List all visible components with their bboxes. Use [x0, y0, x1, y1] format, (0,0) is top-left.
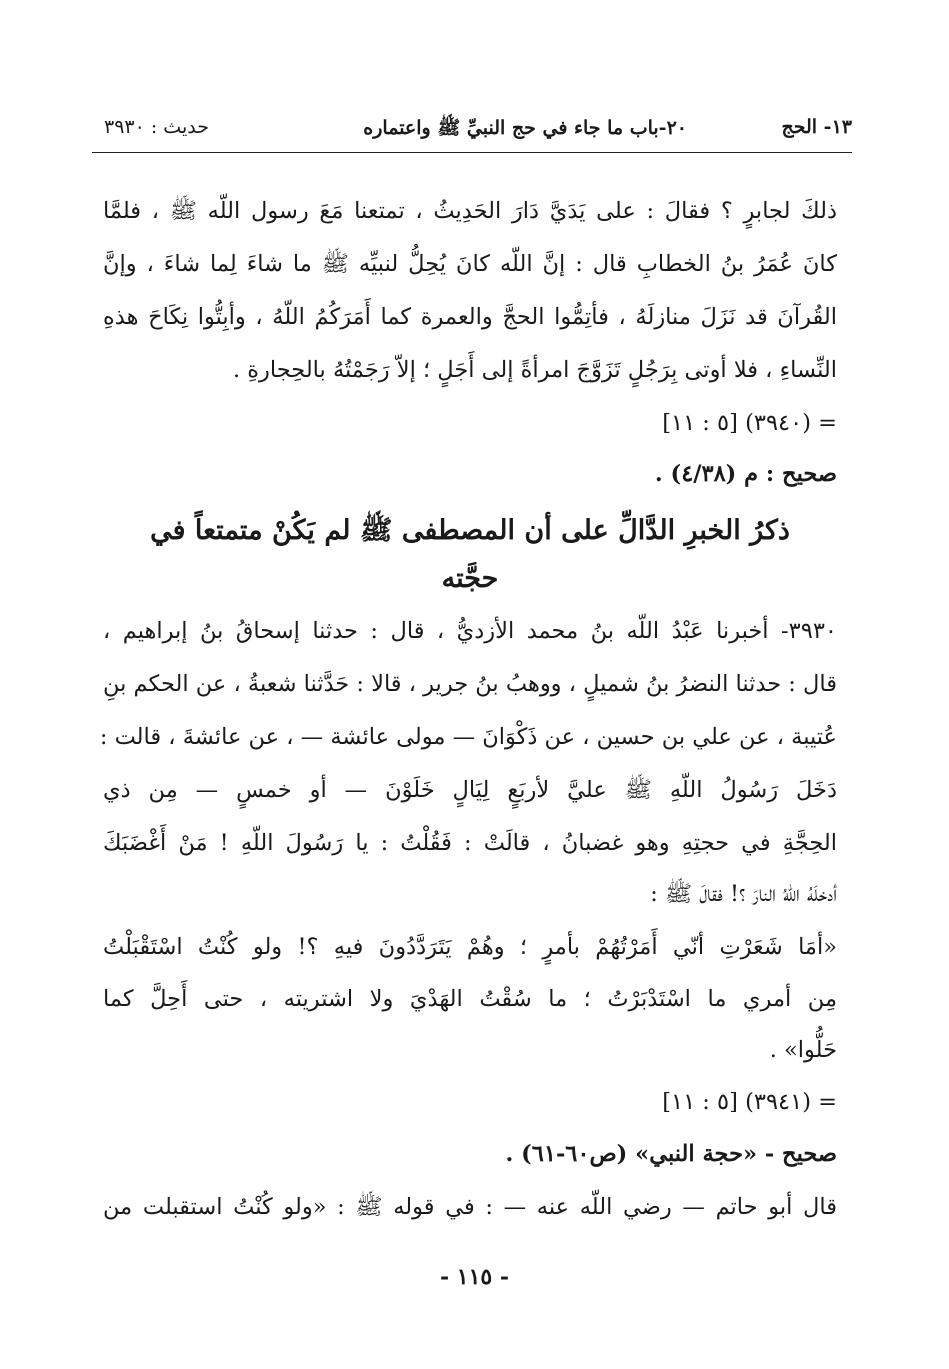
header-chapter-title: ٢٠-باب ما جاء في حج النبيِّ ﷺ واعتماره: [363, 117, 687, 139]
text-line: ذلكَ لجابرٍ ؟ فقالَ : على يَدَيَّ دَارَ الحَدِيثُ ، تمتعنا مَعَ رسول اللّه ﷺ ، فلمَّا: [103, 198, 837, 224]
text-line: النِّساءِ ، فلا أوتى بِرَجُلٍ تَزَوَّجَ امرأةً إلى أَجَلٍ ؛ إلاّ رَجَمْتُهُ بالحِجارةِ .: [232, 357, 837, 383]
section-heading-continued: حجَّته: [441, 563, 499, 594]
section-heading: ذكرُ الخبرِ الدَّالِّ على أن المصطفى ﷺ لم يَكُنْ متمتعاً في: [150, 515, 790, 546]
matn-line: الحِجَّةِ في حجتِهِ وهو غضبانُ ، قالَتْ : فَقُلْتُ : يا رَسُولَ اللّهِ ! مَنْ أَغْضَبَكَ: [103, 830, 837, 856]
matn-line: «أمَا شَعَرْتِ أنّي أَمَرْتُهُمْ بأمرٍ ؛ وهُمْ يَتَرَدَّدُونَ فيهِ ؟! ولو كُنْتُ اسْتَقْبَلْتُ: [103, 934, 837, 960]
header-book-title: ١٣- الحج: [781, 116, 852, 138]
cross-reference: = (٣٩٤١) [٥ : ١١]: [662, 1089, 837, 1115]
commentary-line: قال أبو حاتم — رضي اللّه عنه — : في قوله ﷺ : «ولو كُنْتُ استقبلت من: [103, 1194, 837, 1220]
matn-line: أدخلَهُ اللّهُ النارَ ؟! فقالَ ﷺ :: [650, 881, 837, 907]
cross-reference: = (٣٩٤٠) [٥ : ١١]: [662, 410, 837, 436]
page-number: - ١١٥ -: [439, 1264, 510, 1290]
header-rule: [92, 152, 852, 153]
isnad-line: ٣٩٣٠- أخبرنا عَبْدُ اللّه بنُ محمد الأزديُّ ، قال : حدثنا إسحاقُ بنُ إبراهيم ،: [103, 618, 837, 644]
running-header: [92, 110, 852, 150]
matn-line: حَلُّوا» .: [769, 1037, 837, 1063]
text-line: القُرآنَ قد نَزَلَ منازلَهُ ، فأتِمُّوا الحجَّ والعمرة كما أَمَرَكُمُ اللّهُ ، وأبِتُّوا نِكَاحَ هذهِ: [103, 304, 837, 330]
grading-note: صحيح - «حجة النبي» (ص٦٠-٦١) .: [505, 1141, 837, 1167]
header-hadith-number: حديث : ٣٩٣٠: [104, 116, 209, 138]
matn-line: مِن أمري ما اسْتَدْبَرْتُ ؛ ما سُقْتُ الهَدْيَ ولا اشتريته ، حتى أَحِلَّ كما: [103, 986, 837, 1012]
isnad-line: عُتيبة ، عن علي بن حسين ، عن ذَكْوَانَ — مولى عائشة — ، عن عائشةَ ، قالت :: [99, 724, 837, 750]
text-line: كانَ عُمَرُ بنُ الخطابِ قال : إنَّ اللّه كانَ يُحِلُّ لنبيِّه ﷺ ما شاءَ لِما شاءَ ، وإنَّ: [103, 251, 837, 277]
isnad-line: قال : حدثنا النضرُ بنُ شميلٍ ، ووهبُ بنُ جرير ، قالا : حَدَّثنا شعبةُ ، عن الحكم بنِ: [103, 671, 837, 697]
matn-line: دَخَلَ رَسُولُ اللّهِ ﷺ عليَّ لأربَعٍ لِيَالٍ خَلَوْنَ — أو خمسٍ — مِن ذي: [103, 777, 837, 803]
grading-note: صحيح : م (٤/٣٨) .: [654, 461, 837, 487]
